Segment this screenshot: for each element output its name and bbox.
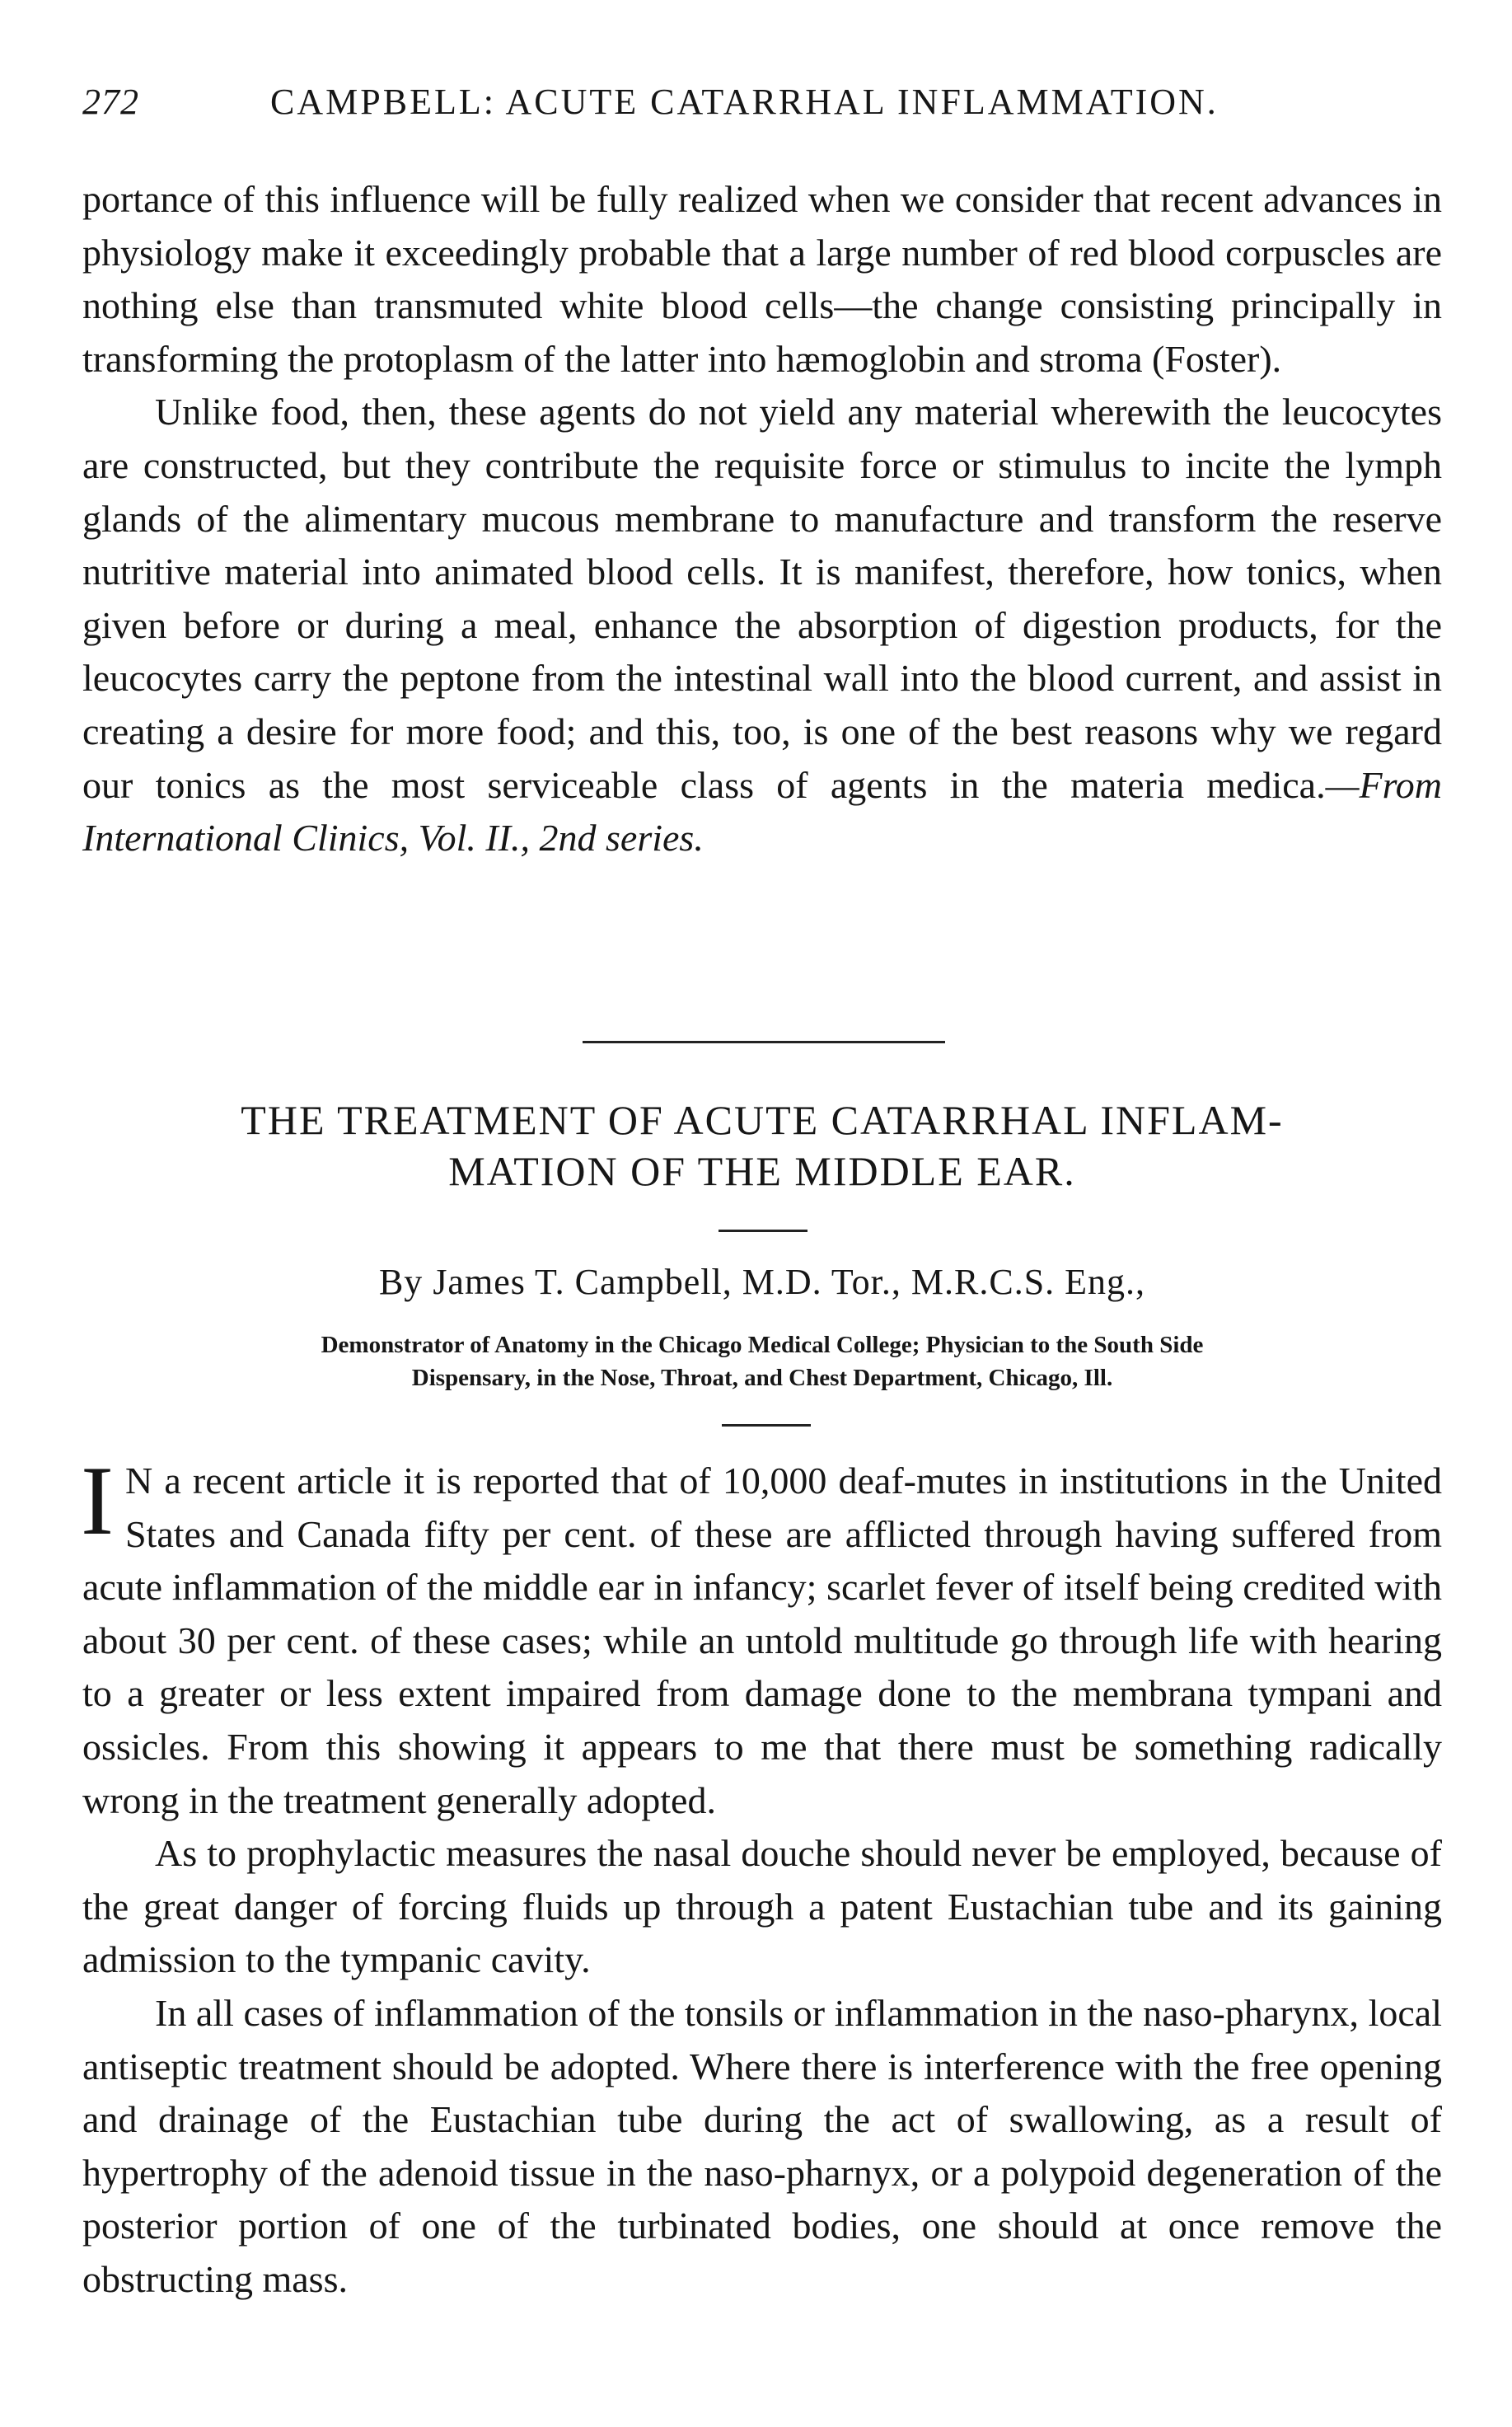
paragraph-main: Unlike food, then, these agents do not yield any material wherewith the leucocytes are constructed, but they contribute the requisite force or stimulus to incite the lymph glands of the alimentary mucous membrane to manufacture and transform the reserve nutritive material into animated blood cells. It is manifest, therefore, how tonics, when given before or during a meal, enhance the absorption of digestion products, for the leucocytes carry the peptone from the intestinal wall into the blood current, and assist in creating a desire for more food; and this, too, is one of the best reasons why we regard our tonics as the most serviceable class of agents in the materia medica.: [82, 391, 1442, 806]
section-divider: [583, 1041, 945, 1043]
title-divider: [719, 1230, 807, 1232]
source-citation: —From International Clinics, Vol. II., 2nd series.: [82, 763, 1442, 860]
page-number: 272: [82, 82, 139, 122]
article-title: [82, 1094, 1442, 1197]
article-body: [81, 1445, 1442, 2307]
continuation-text: [82, 173, 1442, 865]
article-paragraph-2: As to prophylactic measures the nasal douche should never be employed, because of the great danger of forcing fluids up through a patent Eustachian tube and its gaining admission to the tympanic cavity.: [82, 1832, 1442, 1981]
affiliation-line-1: Demonstrator of Anatomy in the Chicago Medical College; Physician to the South Side: [321, 1332, 1204, 1358]
article-paragraph-1: [81, 1445, 1442, 1827]
running-title: CAMPBELL: ACUTE CATARRHAL INFLAMMATION.: [270, 82, 1219, 122]
paragraph-text: N a recent article it is reported that of 10,000 deaf-mutes in institutions in the United States and Canada fifty per cent. of these are afflicted through having suffered from acute inflammation of the middle ear in infancy; scarlet fever of itself being credited with about 30 per cent. of these cases; while an untold multitude go through life with hearing to a greater or less extent impaired from damage done to the membrana tympani and ossicles. From this showing it appears to me that there must be something radically wrong in the treatment generally adopted.: [82, 1459, 1442, 1821]
author-byline: [82, 1261, 1442, 1303]
author-name: James T. Campbell, M.D. Tor., M.R.C.S. Eng.,: [433, 1262, 1146, 1302]
running-head: [82, 81, 1434, 123]
byline-divider: [722, 1424, 811, 1427]
drop-cap: I: [81, 1445, 114, 1555]
byline-by: By: [378, 1262, 424, 1302]
article-title-line-2: MATION OF THE MIDDLE EAR.: [448, 1148, 1076, 1194]
author-affiliation: [82, 1328, 1442, 1394]
continuation-paragraph-2: [82, 386, 1442, 864]
affiliation-line-2: Dispensary, in the Nose, Throat, and Chest Department, Chicago, Ill.: [411, 1365, 1113, 1391]
article-title-line-1: THE TREATMENT OF ACUTE CATARRHAL INFLAM-: [241, 1097, 1284, 1143]
article-paragraph-3: In all cases of inflammation of the tonsils or inflammation in the naso-pharynx, local antiseptic treatment should be adopted. Where there is interference with the free opening and drainage of the Eustachian tube during the act of swallowing, as a result of hypertrophy of the adenoid tissue in the naso-pharnyx, or a polypoid degeneration of the posterior portion of one of the turbinated bodies, one should at once remove the obstructing mass.: [82, 1991, 1442, 2300]
continuation-paragraph-1: portance of this influence will be fully realized when we consider that recent advances in physiology make it exceedingly probable that a large number of red blood corpuscles are nothing else than transmuted white blood cells—the change consisting principally in transforming the protoplasm of the latter into hæmoglobin and stroma (Foster).: [82, 178, 1442, 380]
